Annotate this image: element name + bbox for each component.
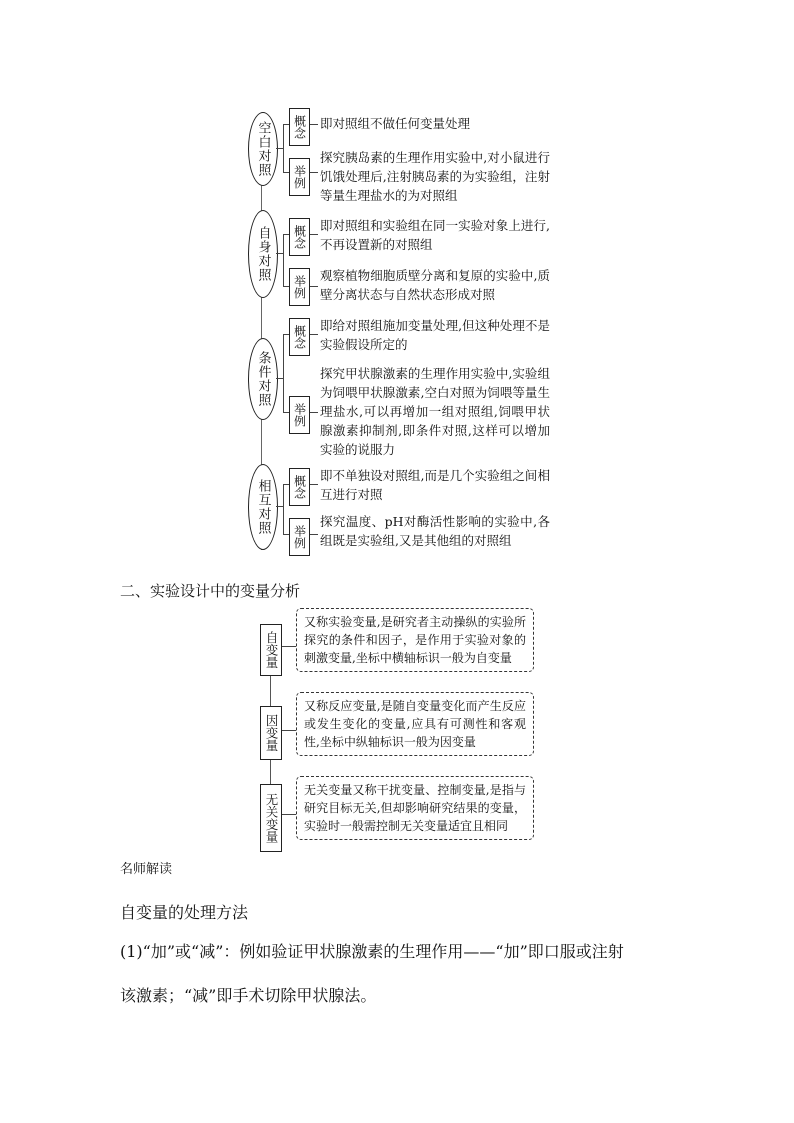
connector (310, 334, 318, 335)
variable-desc-dependent: 又称反应变量,是随自变量变化而产生反应或发生变化的变量,应具有可测性和客观性,坐标中纵轴标识一般为因变量 (296, 692, 534, 756)
connector (310, 172, 318, 173)
concept-tag: 概念 (289, 318, 310, 356)
example-text: 探究甲状腺激素的生理作用实验中,实验组为饲喂甲状腺激素,空白对照为饲喂等量生理盐水,可以再增加一组对照组,饲喂甲状腺激素抑制剂,即条件对照,这样可以增加实验的说服力 (320, 366, 550, 457)
example-tag: 举例 (289, 518, 310, 556)
concept-tag: 概念 (289, 468, 310, 506)
variable-box-dependent: 因变量 (260, 706, 282, 760)
variable-desc-irrelevant: 无关变量又称干扰变量、控制变量,是指与研究目标无关,但却影响研究结果的变量，实验时一般需控制无关变量适宜且相同 (296, 776, 534, 840)
connector (310, 234, 318, 235)
group-oval-condition-control: 条件对照 (248, 338, 278, 420)
group-oval-mutual-control: 相互对照 (248, 464, 278, 550)
connector (310, 534, 318, 535)
connector (276, 506, 283, 507)
notes-label: 名师解读 (120, 862, 173, 877)
concept-text: 即不单独设对照组,而是几个实验组之间相互进行对照 (320, 468, 550, 502)
connector (310, 286, 318, 287)
connector (282, 730, 296, 731)
notes-heading: 自变量的处理方法 (120, 903, 249, 922)
connector (276, 148, 283, 149)
example-text: 观察植物细胞质壁分离和复原的实验中,质壁分离状态与自然状态形成对照 (320, 268, 550, 302)
connector (310, 484, 318, 485)
example-tag: 举例 (289, 268, 310, 306)
group-oval-self-control: 自身对照 (248, 210, 278, 298)
group-oval-blank-control: 空白对照 (248, 112, 278, 186)
notes-paragraph-line-1: (1)“加”或“减”：例如验证甲状腺激素的生理作用——“加”即口服或注射 (120, 942, 624, 961)
connector (276, 378, 283, 379)
concept-text: 即给对照组施加变量处理,但这种处理不是实验假设所定的 (320, 318, 550, 352)
connector (310, 124, 318, 125)
connector (283, 484, 284, 534)
example-tag: 举例 (289, 396, 310, 434)
connector (283, 334, 284, 412)
connector (310, 412, 318, 413)
section-title: 二、实验设计中的变量分析 (120, 582, 301, 600)
concept-text: 即对照组不做任何变量处理 (320, 116, 471, 131)
notes-paragraph-line-2: 该激素；“减”即手术切除甲状腺法。 (120, 986, 377, 1005)
example-text: 探究温度、pH对酶活性影响的实验中,各组既是实验组,又是其他组的对照组 (320, 514, 550, 548)
connector (282, 646, 296, 647)
connector (282, 814, 296, 815)
concept-text: 即对照组和实验组在同一实验对象上进行,不再设置新的对照组 (320, 218, 550, 252)
variable-box-independent: 自变量 (260, 624, 282, 676)
concept-tag: 概念 (289, 218, 310, 256)
variable-desc-independent: 又称实验变量,是研究者主动操纵的实验所探究的条件和因子，是作用于实验对象的刺激变量,坐标中横轴标识一般为自变量 (296, 608, 534, 672)
connector (276, 253, 283, 254)
connector (283, 124, 284, 172)
variable-box-irrelevant: 无关变量 (260, 784, 282, 852)
concept-tag: 概念 (289, 108, 310, 146)
example-text: 探究胰岛素的生理作用实验中,对小鼠进行饥饿处理后,注射胰岛素的为实验组，注射等量生理盐水的为对照组 (320, 150, 550, 203)
example-tag: 举例 (289, 158, 310, 196)
connector (283, 234, 284, 286)
